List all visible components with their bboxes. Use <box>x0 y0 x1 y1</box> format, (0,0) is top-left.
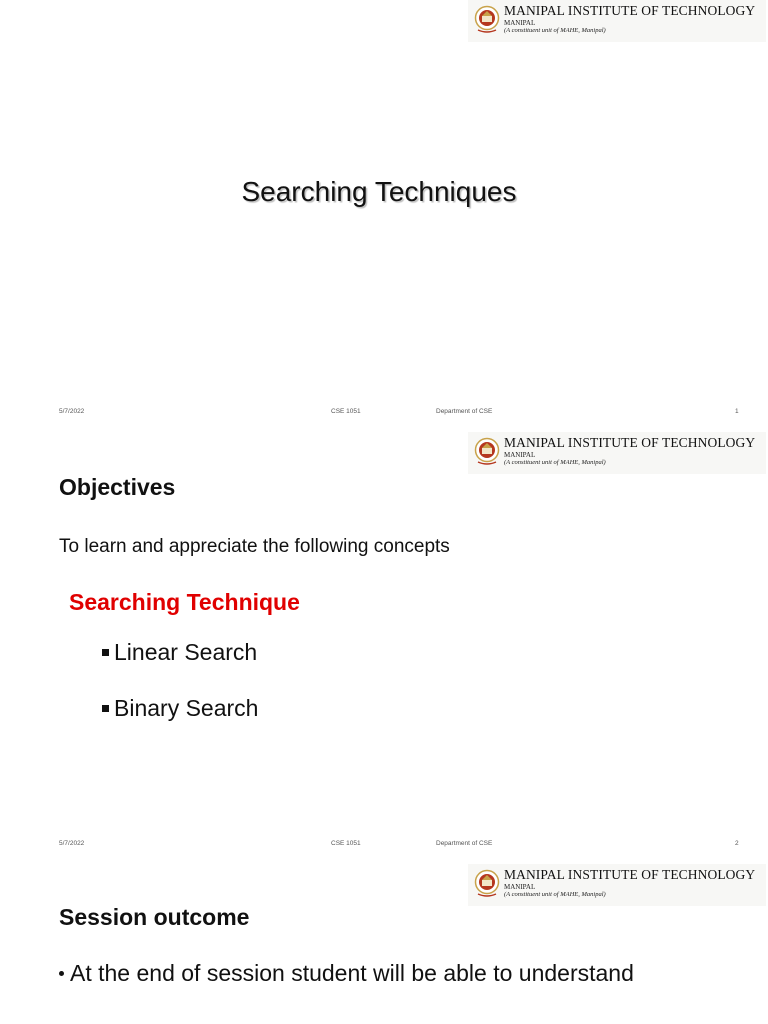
slide-2 <box>0 432 768 864</box>
institute-logo <box>468 0 766 42</box>
slide-footer <box>0 408 768 420</box>
footer-date: 5/7/2022 <box>59 840 85 847</box>
footer-slide-number: 2 <box>735 840 739 847</box>
list-item-text: At the end of session student will be able to understand <box>70 960 634 986</box>
institute-logo <box>468 432 766 474</box>
slide-footer <box>0 840 768 852</box>
institute-seal-icon <box>474 868 500 898</box>
square-bullet-icon <box>102 705 109 712</box>
slide-title: Searching Techniques <box>241 176 517 207</box>
footer-slide-number: 1 <box>735 408 739 415</box>
intro-text: To learn and appreciate the following concepts <box>59 536 450 557</box>
round-bullet-icon <box>59 971 64 976</box>
square-bullet-icon <box>102 649 109 656</box>
institute-unit: (A constituent unit of MAHE, Manipal) <box>504 459 606 466</box>
list-item <box>102 695 258 722</box>
institute-name: MANIPAL INSTITUTE OF TECHNOLOGY <box>504 3 756 18</box>
footer-date: 5/7/2022 <box>59 408 85 415</box>
slide-1 <box>0 0 768 432</box>
institute-city: MANIPAL <box>504 19 536 27</box>
list-item <box>102 639 257 666</box>
institute-unit: (A constituent unit of MAHE, Manipal) <box>504 27 606 34</box>
footer-course: CSE 1051 <box>331 408 361 415</box>
institute-city: MANIPAL <box>504 451 536 459</box>
list-item-text: Linear Search <box>114 639 258 665</box>
slide-heading: Session outcome <box>59 904 250 930</box>
institute-seal-icon <box>474 436 500 466</box>
footer-department: Department of CSE <box>436 408 493 415</box>
institute-seal-icon <box>474 4 500 34</box>
slide-heading: Objectives <box>59 474 176 500</box>
institute-unit: (A constituent unit of MAHE, Manipal) <box>504 891 606 898</box>
list-item-text: Binary Search <box>114 695 259 721</box>
slide-3 <box>0 864 768 1024</box>
topic-subheading: Searching Technique <box>69 589 300 615</box>
footer-department: Department of CSE <box>436 840 493 847</box>
list-item <box>59 960 634 987</box>
institute-name: MANIPAL INSTITUTE OF TECHNOLOGY <box>504 435 756 450</box>
institute-name: MANIPAL INSTITUTE OF TECHNOLOGY <box>504 867 756 882</box>
footer-course: CSE 1051 <box>331 840 361 847</box>
institute-city: MANIPAL <box>504 883 536 891</box>
institute-logo <box>468 864 766 906</box>
